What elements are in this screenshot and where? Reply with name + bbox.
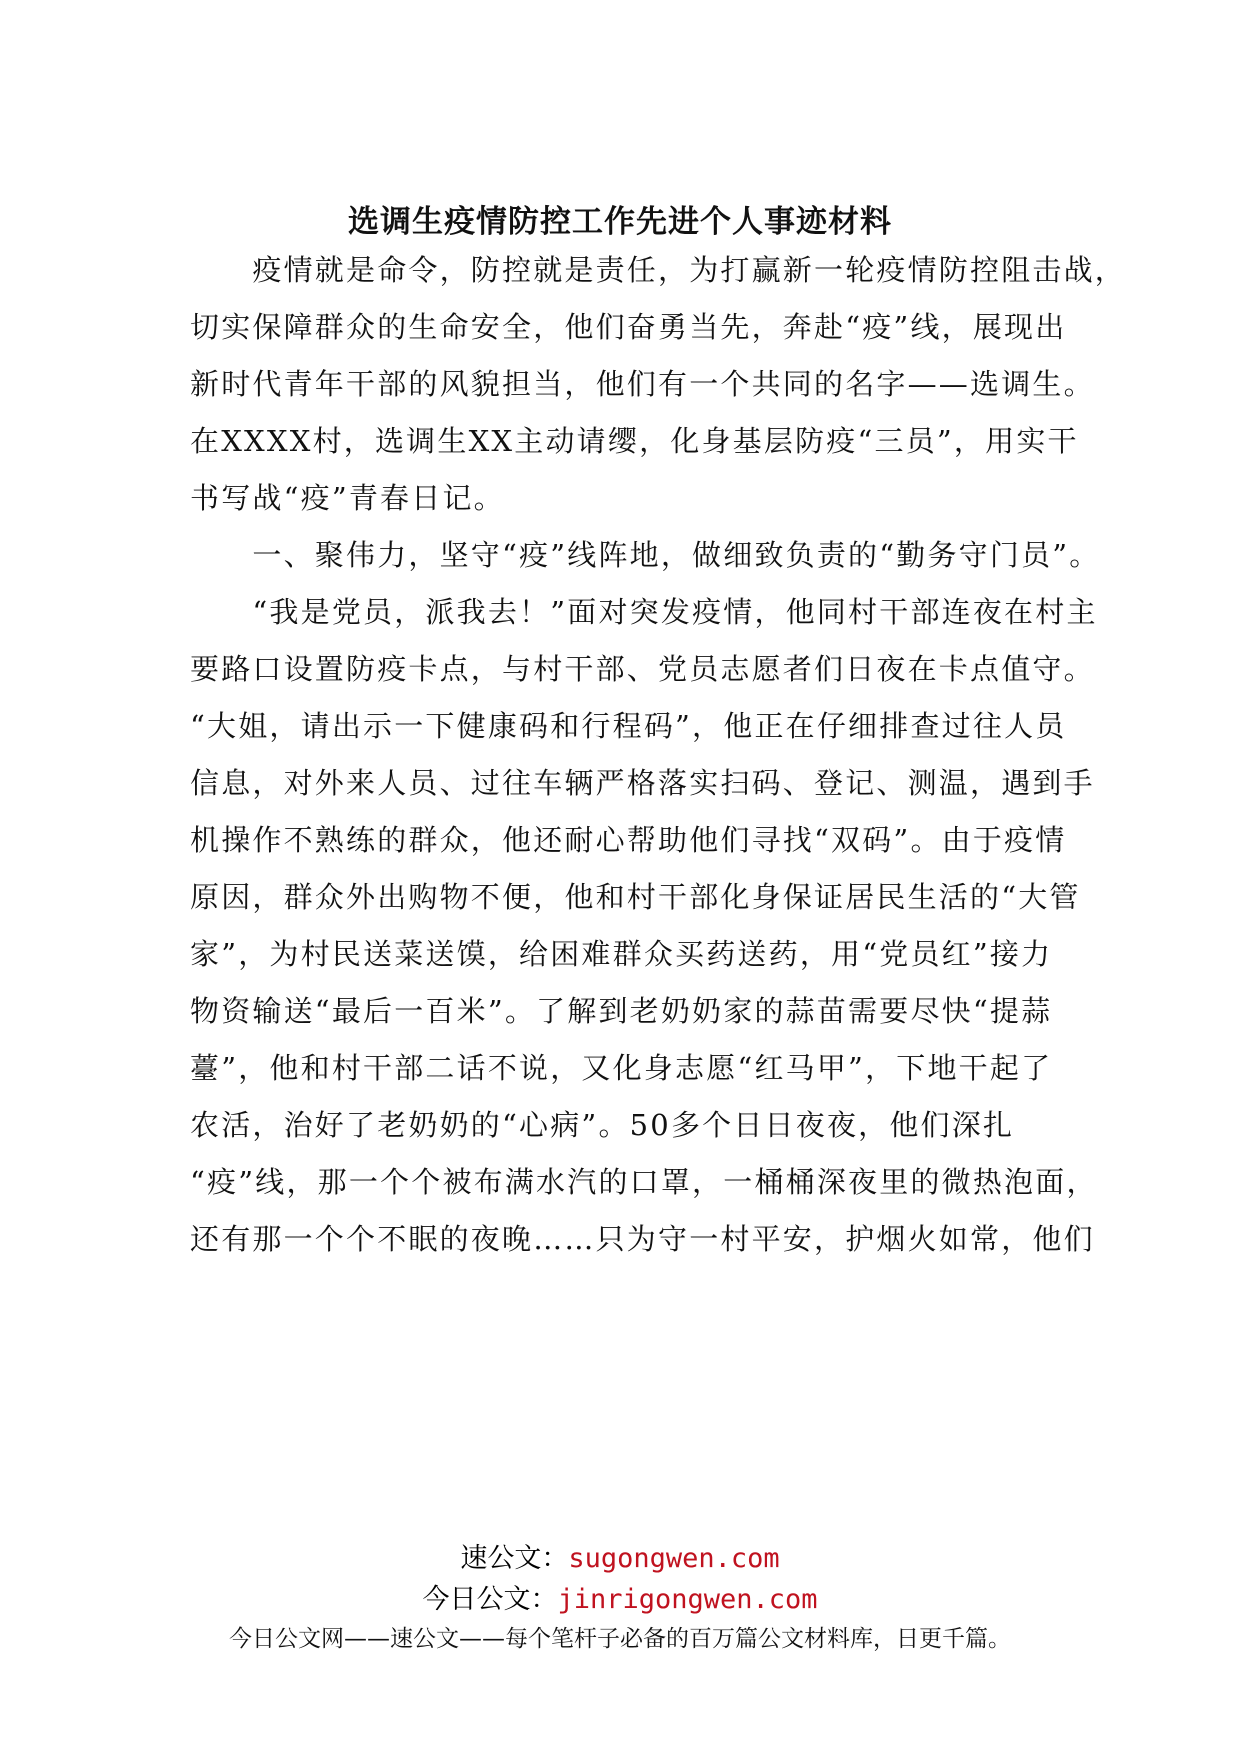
body-line: 原因，群众外出购物不便，他和村干部化身保证居民生活的“大管 <box>190 880 1081 914</box>
body-line: 还有那一个个不眠的夜晚……只为守一村平安，护烟火如常，他们 <box>190 1222 1095 1256</box>
body-line: 信息，对外来人员、过往车辆严格落实扫码、登记、测温，遇到手 <box>190 766 1095 800</box>
footer-site2 <box>0 1577 1240 1616</box>
footer-site1-link[interactable]: sugongwen.com <box>568 1543 780 1574</box>
body-line: 切实保障群众的生命安全，他们奋勇当先，奔赴“疫”线，展现出 <box>190 310 1067 344</box>
document-title: 选调生疫情防控工作先进个人事迹材料 <box>348 204 892 240</box>
footer-site1-label: 速公文： <box>460 1543 569 1574</box>
body-line: 新时代青年干部的风貌担当，他们有一个共同的名字——选调生。 <box>190 367 1095 401</box>
section-heading: 一、聚伟力，坚守“疫”线阵地，做细致负责的“勤务守门员”。 <box>190 538 1101 572</box>
body-line: “我是党员，派我去！”面对突发疫情，他同村干部连夜在村主 <box>190 595 1098 629</box>
body-line: 在XXXX村，选调生XX主动请缨，化身基层防疫“三员”，用实干 <box>190 424 1079 458</box>
footer-site1 <box>0 1536 1240 1575</box>
body-line: 疫情就是命令，防控就是责任，为打赢新一轮疫情防控阻击战， <box>190 253 1127 287</box>
footer-site2-link[interactable]: jinrigongwen.com <box>557 1584 818 1615</box>
body-line: 机操作不熟练的群众，他还耐心帮助他们寻找“双码”。由于疫情 <box>190 823 1067 857</box>
body-line: 农活，治好了老奶奶的“心病”。50多个日日夜夜，他们深扎 <box>190 1108 1015 1142</box>
body-line: 要路口设置防疫卡点，与村干部、党员志愿者们日夜在卡点值守。 <box>190 652 1095 686</box>
footer-site2-label: 今日公文： <box>422 1584 558 1615</box>
body-line: 家”，为村民送菜送馍，给困难群众买药送药，用“党员红”接力 <box>190 937 1053 971</box>
body-line: 书写战“疫”青春日记。 <box>190 481 505 515</box>
body-line: 薹”，他和村干部二话不说，又化身志愿“红马甲”，下地干起了 <box>190 1051 1053 1085</box>
footer-slogan: 今日公文网——速公文——每个笔杆子必备的百万篇公文材料库，日更千篇。 <box>229 1626 1011 1652</box>
body-line: 物资输送“最后一百米”。了解到老奶奶家的蒜苗需要尽快“提蒜 <box>190 994 1053 1028</box>
body-line: “疫”线，那一个个被布满水汽的口罩，一桶桶深夜里的微热泡面， <box>190 1165 1098 1199</box>
body-line: “大姐，请出示一下健康码和行程码”，他正在仔细排查过往人员 <box>190 709 1067 743</box>
